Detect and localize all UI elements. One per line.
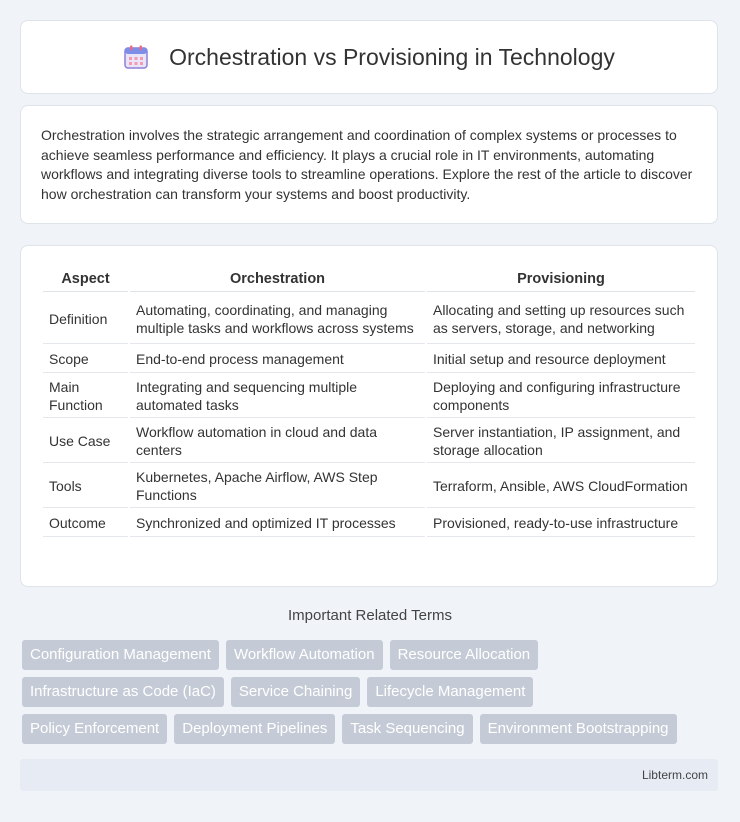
table-row <box>43 420 695 463</box>
table-row <box>43 294 695 344</box>
tag-deployment-pipelines[interactable]: Deployment Pipelines <box>174 714 335 744</box>
table-header-row <box>43 267 695 292</box>
cell-orchestration: Automating, coordinating, and managing multiple tasks and workflows across systems <box>130 294 425 344</box>
page-title: Orchestration vs Provisioning in Technology <box>169 43 615 70</box>
cell-provisioning: Initial setup and resource deployment <box>427 346 695 373</box>
tag-policy-enforcement[interactable]: Policy Enforcement <box>22 714 167 744</box>
tag-row <box>22 714 722 744</box>
cell-orchestration: Integrating and sequencing multiple automated tasks <box>130 375 425 418</box>
tag-environment-bootstrapping[interactable]: Environment Bootstrapping <box>480 714 677 744</box>
cell-orchestration: Kubernetes, Apache Airflow, AWS Step Functions <box>130 465 425 508</box>
cell-aspect: Tools <box>43 465 128 508</box>
table-row <box>43 375 695 418</box>
cell-aspect: Main Function <box>43 375 128 418</box>
cell-aspect: Outcome <box>43 510 128 537</box>
cell-aspect: Use Case <box>43 420 128 463</box>
cell-orchestration: End-to-end process management <box>130 346 425 373</box>
table-row <box>43 346 695 373</box>
tag-row <box>22 677 722 707</box>
table-row <box>43 510 695 537</box>
tag-resource-allocation[interactable]: Resource Allocation <box>390 640 539 670</box>
cell-orchestration: Synchronized and optimized IT processes <box>130 510 425 537</box>
footer-site-link[interactable]: Libterm.com <box>641 768 708 782</box>
tag-lifecycle-management[interactable]: Lifecycle Management <box>367 677 533 707</box>
table-row <box>43 465 695 508</box>
cell-provisioning: Allocating and setting up resources such as servers, storage, and networking <box>427 294 695 344</box>
related-terms-heading: Important Related Terms <box>288 607 452 624</box>
tag-task-sequencing[interactable]: Task Sequencing <box>342 714 472 744</box>
header-provisioning: Provisioning <box>427 267 695 292</box>
tag-configuration-management[interactable]: Configuration Management <box>22 640 219 670</box>
cell-provisioning: Deploying and configuring infrastructure components <box>427 375 695 418</box>
comparison-table <box>41 265 697 539</box>
calendar-icon <box>123 44 149 70</box>
cell-orchestration: Workflow automation in cloud and data centers <box>130 420 425 463</box>
cell-provisioning: Provisioned, ready-to-use infrastructure <box>427 510 695 537</box>
cell-aspect: Definition <box>43 294 128 344</box>
tag-row <box>22 640 722 670</box>
footer <box>20 759 718 791</box>
cell-provisioning: Terraform, Ansible, AWS CloudFormation <box>427 465 695 508</box>
intro-card <box>20 105 718 224</box>
related-terms-list <box>22 640 722 751</box>
tag-workflow-automation[interactable]: Workflow Automation <box>226 640 383 670</box>
cell-aspect: Scope <box>43 346 128 373</box>
title-card <box>20 20 718 94</box>
header-orchestration: Orchestration <box>130 267 425 292</box>
cell-provisioning: Server instantiation, IP assignment, and storage allocation <box>427 420 695 463</box>
tag-infrastructure-as-code[interactable]: Infrastructure as Code (IaC) <box>22 677 224 707</box>
header-aspect: Aspect <box>43 267 128 292</box>
intro-paragraph: Orchestration involves the strategic arrangement and coordination of complex systems or processes to achieve seamless performance and efficiency. It plays a crucial role in IT environments, automating workflows and integrating diverse tools to streamline operations. Explore the rest of the article to discover how orchestration can transform your systems and boost productivity. <box>41 127 693 202</box>
tag-service-chaining[interactable]: Service Chaining <box>231 677 360 707</box>
comparison-card <box>20 245 718 587</box>
